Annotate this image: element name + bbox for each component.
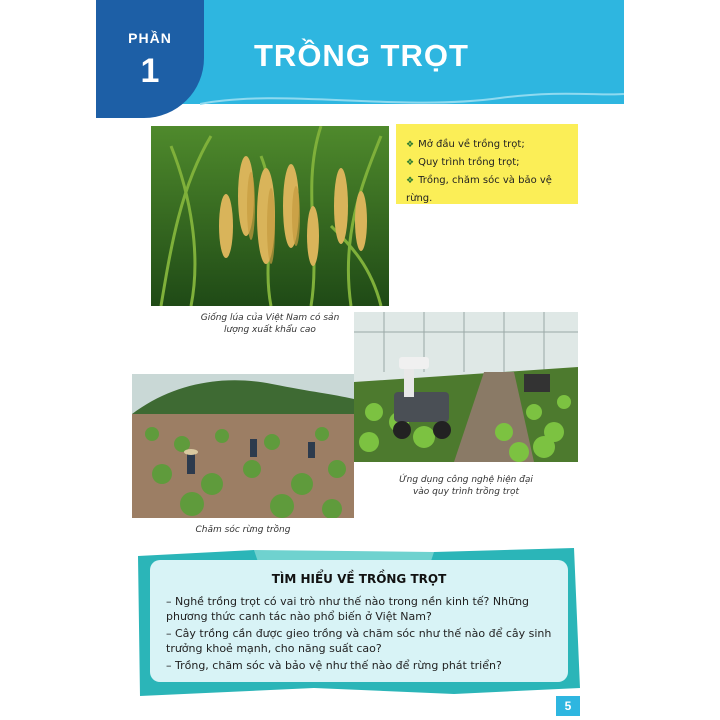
page-number: 5 bbox=[556, 696, 580, 716]
explore-question: – Trồng, chăm sóc và bảo vệ như thế nào để rừng phát triển? bbox=[166, 659, 502, 672]
objectives-box bbox=[396, 124, 578, 204]
forest-caption: Chăm sóc rừng trồng bbox=[195, 525, 291, 535]
greenhouse-photo bbox=[354, 312, 578, 462]
objective-item bbox=[406, 154, 578, 172]
greenhouse-caption bbox=[354, 474, 578, 498]
diamond-bullet-icon: ❖ bbox=[406, 158, 415, 168]
greenhouse-caption-line2: vào quy trình trồng trọt bbox=[412, 487, 520, 497]
explore-question: – Cây trồng cần được gieo trồng và chăm sóc như thế nào để cây sinh trưởng khoẻ mạnh, cho năng suất cao? bbox=[166, 627, 552, 655]
objective-item bbox=[406, 136, 578, 154]
objective-text: Mở đầu về trồng trọt; bbox=[418, 139, 525, 150]
diamond-bullet-icon: ❖ bbox=[406, 176, 415, 186]
chapter-title: TRỒNG TRỌT bbox=[254, 38, 469, 73]
part-number: 1 bbox=[140, 52, 160, 90]
explore-question: – Nghề trồng trọt có vai trò như thế nào trong nền kinh tế? Những phương thức canh tác nào phổ biến ở Việt Nam? bbox=[166, 595, 530, 623]
explore-title: TÌM HIỂU VỀ TRỒNG TRỌT bbox=[271, 572, 447, 586]
rice-caption-line2: lượng xuất khẩu cao bbox=[224, 325, 316, 335]
rice-caption-line1: Giống lúa của Việt Nam có sản bbox=[200, 313, 340, 323]
diamond-bullet-icon: ❖ bbox=[406, 140, 415, 150]
objective-text: Trồng, chăm sóc và bảo vệ rừng. bbox=[406, 175, 552, 204]
greenhouse-caption-line1: Ứng dụng công nghệ hiện đại bbox=[399, 475, 533, 485]
objective-text: Quy trình trồng trọt; bbox=[418, 157, 520, 168]
header-wave bbox=[200, 88, 624, 112]
forest-photo bbox=[132, 374, 354, 518]
part-label: PHẦN bbox=[128, 30, 172, 46]
objective-item bbox=[406, 172, 578, 208]
rice-photo bbox=[151, 126, 389, 306]
